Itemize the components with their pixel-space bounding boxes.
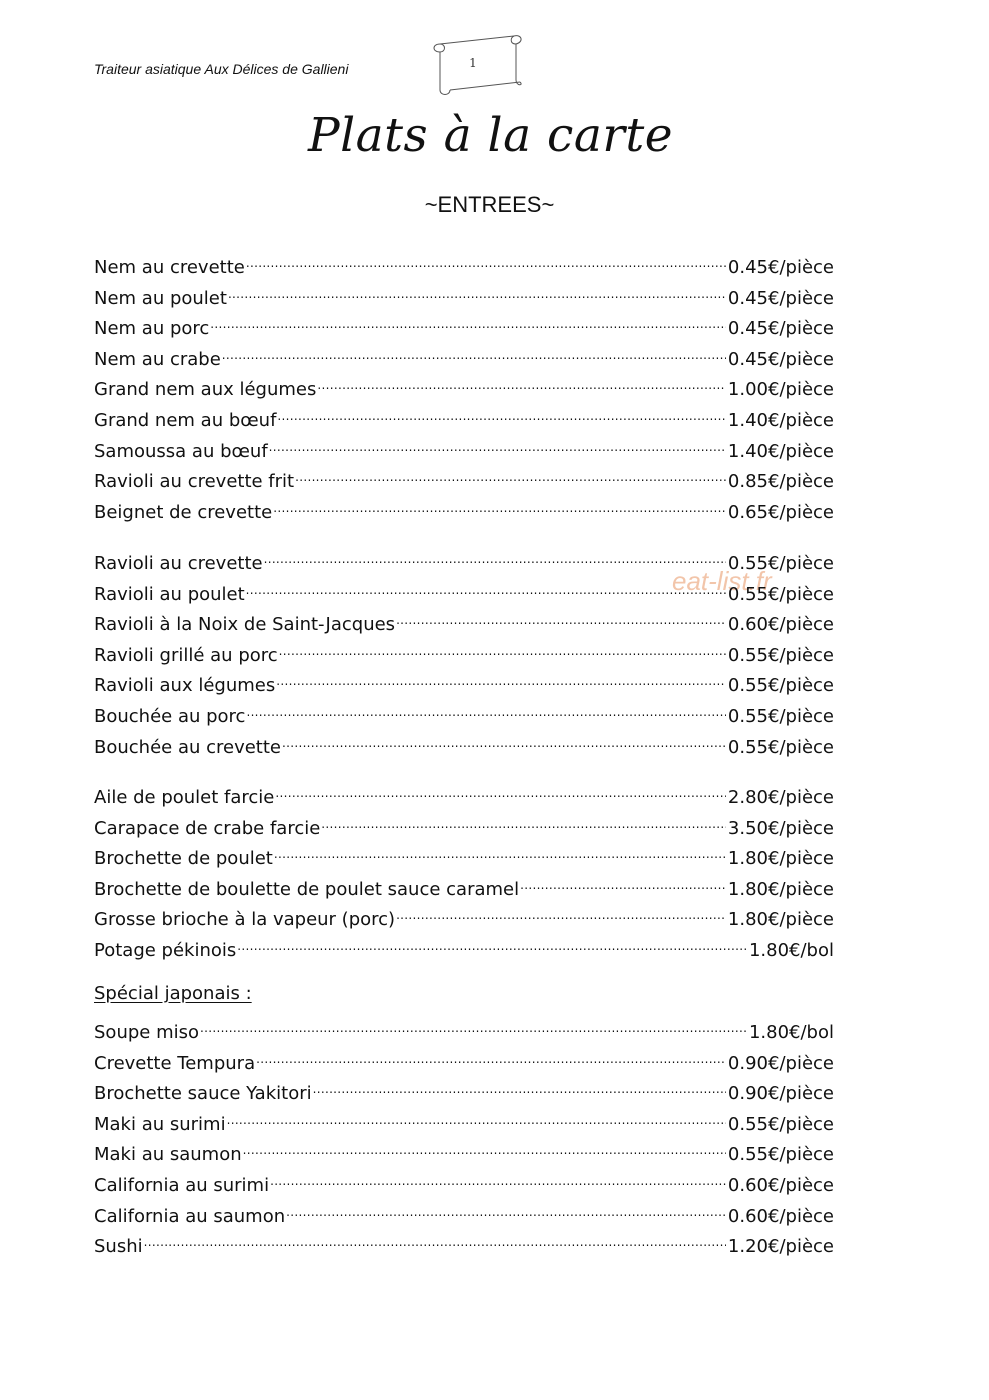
menu-item-name: Brochette sauce Yakitori bbox=[94, 1083, 312, 1105]
menu-item-name: Nem au crabe bbox=[94, 348, 221, 370]
dot-leader bbox=[256, 1041, 726, 1069]
dot-leader bbox=[396, 897, 726, 925]
menu-item bbox=[94, 633, 834, 666]
menu-item-name: Beignet de crevette bbox=[94, 501, 273, 523]
page-title: Plats à la carte bbox=[307, 108, 674, 163]
dot-leader bbox=[243, 1132, 726, 1160]
dot-leader bbox=[228, 276, 726, 304]
dot-leader bbox=[227, 1102, 726, 1130]
menu-item-price: 1.80€/bol bbox=[748, 940, 834, 961]
menu-item bbox=[94, 663, 834, 697]
dot-leader bbox=[276, 663, 726, 691]
menu-item-price: 0.55€/pièce bbox=[727, 675, 834, 697]
menu-item bbox=[94, 429, 834, 462]
page-number: 1 bbox=[469, 56, 477, 70]
menu-item-price: 0.45€/pièce bbox=[727, 287, 834, 309]
menu-item bbox=[94, 602, 834, 636]
menu-item-name: Ravioli au crevette frit bbox=[94, 471, 295, 493]
dot-leader bbox=[396, 602, 726, 630]
watermark: eat-list.fr bbox=[672, 566, 772, 596]
menu-item-name: Maki au saumon bbox=[94, 1144, 242, 1166]
menu-item-name: Samoussa au bœuf bbox=[94, 440, 268, 462]
menu-item bbox=[94, 245, 834, 278]
menu-item bbox=[94, 367, 834, 401]
dot-leader bbox=[273, 490, 726, 518]
dot-leader bbox=[279, 633, 726, 661]
menu-item-name: Nem au crevette bbox=[94, 257, 245, 278]
menu-item-price: 0.60€/pièce bbox=[727, 1175, 834, 1196]
menu-item-price: 0.55€/pièce bbox=[727, 736, 834, 758]
menu-item-price: 0.55€/pièce bbox=[727, 553, 834, 574]
dot-leader bbox=[295, 459, 726, 487]
menu-item-name: Maki au surimi bbox=[94, 1113, 226, 1135]
menu-item-price: 1.00€/pièce bbox=[727, 379, 834, 401]
menu-item-name: Bouchée au porc bbox=[94, 706, 246, 727]
dot-leader bbox=[274, 836, 726, 864]
menu-item-name: Aile de poulet farcie bbox=[94, 787, 275, 808]
dot-leader bbox=[321, 806, 726, 834]
dot-leader bbox=[246, 245, 726, 273]
dot-leader bbox=[144, 1224, 726, 1252]
menu-item-price: 3.50€/pièce bbox=[727, 817, 834, 839]
menu-item bbox=[94, 1102, 834, 1135]
dot-leader bbox=[317, 367, 726, 395]
menu-item-price: 1.40€/pièce bbox=[727, 410, 834, 431]
menu-item-name: Grand nem aux légumes bbox=[94, 379, 317, 401]
menu-item bbox=[94, 276, 834, 309]
menu-item-price: 0.45€/pièce bbox=[727, 257, 834, 278]
menu-item bbox=[94, 806, 834, 839]
menu-item-price: 1.80€/pièce bbox=[727, 848, 834, 870]
menu-item-name: Nem au poulet bbox=[94, 287, 227, 309]
menu-item-price: 0.45€/pièce bbox=[727, 318, 834, 340]
menu-item-name: Ravioli à la Noix de Saint-Jacques bbox=[94, 614, 396, 636]
dot-leader bbox=[246, 572, 726, 600]
menu-item-price: 0.45€/pièce bbox=[727, 348, 834, 370]
dot-leader bbox=[246, 694, 725, 722]
menu-item-price: 0.60€/pièce bbox=[727, 614, 834, 636]
dot-leader bbox=[520, 867, 726, 895]
dot-leader bbox=[237, 928, 747, 956]
menu-item-price: 2.80€/pièce bbox=[727, 787, 834, 808]
menu-item bbox=[94, 541, 834, 574]
menu-item bbox=[94, 1071, 834, 1105]
menu-item bbox=[94, 1010, 834, 1043]
menu-item bbox=[94, 836, 834, 870]
menu-item bbox=[94, 459, 834, 493]
subheading-special-japonais: Spécial japonais : bbox=[94, 983, 252, 1004]
menu-item bbox=[94, 1041, 834, 1074]
menu-item-price: 0.55€/pièce bbox=[727, 1144, 834, 1166]
menu-item bbox=[94, 694, 834, 727]
dot-leader bbox=[275, 775, 726, 803]
menu-item bbox=[94, 775, 834, 808]
menu-item-name: Carapace de crabe farcie bbox=[94, 817, 321, 839]
menu-item bbox=[94, 1224, 834, 1258]
menu-item-name: Nem au porc bbox=[94, 318, 210, 340]
menu-item-name: Brochette de poulet bbox=[94, 848, 273, 870]
menu-item bbox=[94, 337, 834, 370]
menu-item-price: 0.55€/pièce bbox=[727, 1113, 834, 1135]
menu-item-name: Brochette de boulette de poulet sauce caramel bbox=[94, 878, 520, 900]
menu-item bbox=[94, 928, 834, 961]
menu-item-price: 1.80€/pièce bbox=[727, 909, 834, 931]
menu-item-name: Potage pékinois bbox=[94, 940, 237, 961]
menu-item-name: Ravioli au crevette bbox=[94, 553, 263, 574]
menu-item-price: 0.90€/pièce bbox=[727, 1083, 834, 1105]
menu-item-price: 0.65€/pièce bbox=[727, 501, 834, 523]
menu-item-name: California au saumon bbox=[94, 1205, 286, 1227]
menu-item bbox=[94, 867, 834, 900]
menu-item bbox=[94, 725, 834, 758]
menu-item-price: 0.55€/pièce bbox=[727, 706, 834, 727]
page-number-scroll bbox=[432, 30, 524, 96]
menu-item-name: Bouchée au crevette bbox=[94, 736, 281, 758]
menu-item-name: Grand nem au bœuf bbox=[94, 410, 277, 431]
menu-item-name: California au surimi bbox=[94, 1175, 270, 1196]
dot-leader bbox=[277, 398, 726, 426]
menu-item-name: Ravioli grillé au porc bbox=[94, 644, 278, 666]
menu-item-name: Ravioli au poulet bbox=[94, 583, 245, 605]
menu-item-price: 0.60€/pièce bbox=[727, 1205, 834, 1227]
menu-item bbox=[94, 897, 834, 931]
menu-item-name: Soupe miso bbox=[94, 1022, 199, 1043]
menu-item bbox=[94, 306, 834, 340]
menu-item-price: 0.55€/pièce bbox=[727, 644, 834, 666]
menu-item-price: 1.40€/pièce bbox=[727, 440, 834, 462]
menu-item bbox=[94, 398, 834, 431]
section-heading: ~ENTREES~ bbox=[424, 192, 555, 217]
menu-item-name: Sushi bbox=[94, 1236, 143, 1258]
menu-item-price: 1.20€/pièce bbox=[727, 1236, 834, 1258]
dot-leader bbox=[270, 1163, 726, 1191]
menu-item-name: Grosse brioche à la vapeur (porc) bbox=[94, 909, 396, 931]
dot-leader bbox=[313, 1071, 726, 1099]
menu-item-price: 0.90€/pièce bbox=[727, 1052, 834, 1074]
dot-leader bbox=[264, 541, 726, 569]
restaurant-name: Traiteur asiatique Aux Délices de Gallieni bbox=[94, 61, 349, 77]
menu-item-price: 1.80€/pièce bbox=[727, 878, 834, 900]
menu-item bbox=[94, 490, 834, 523]
dot-leader bbox=[210, 306, 726, 334]
menu-item bbox=[94, 1132, 834, 1166]
dot-leader bbox=[269, 429, 726, 457]
menu-item bbox=[94, 1163, 834, 1196]
dot-leader bbox=[200, 1010, 747, 1038]
menu-item bbox=[94, 572, 834, 605]
dot-leader bbox=[222, 337, 726, 365]
menu-item bbox=[94, 1194, 834, 1227]
menu-item-name: Ravioli aux légumes bbox=[94, 675, 276, 697]
dot-leader bbox=[282, 725, 726, 753]
menu-item-price: 0.85€/pièce bbox=[727, 471, 834, 493]
menu-item-name: Crevette Tempura bbox=[94, 1052, 256, 1074]
menu-item-price: 0.55€/pièce bbox=[727, 583, 834, 605]
dot-leader bbox=[286, 1194, 726, 1222]
menu-item-price: 1.80€/bol bbox=[748, 1022, 834, 1043]
